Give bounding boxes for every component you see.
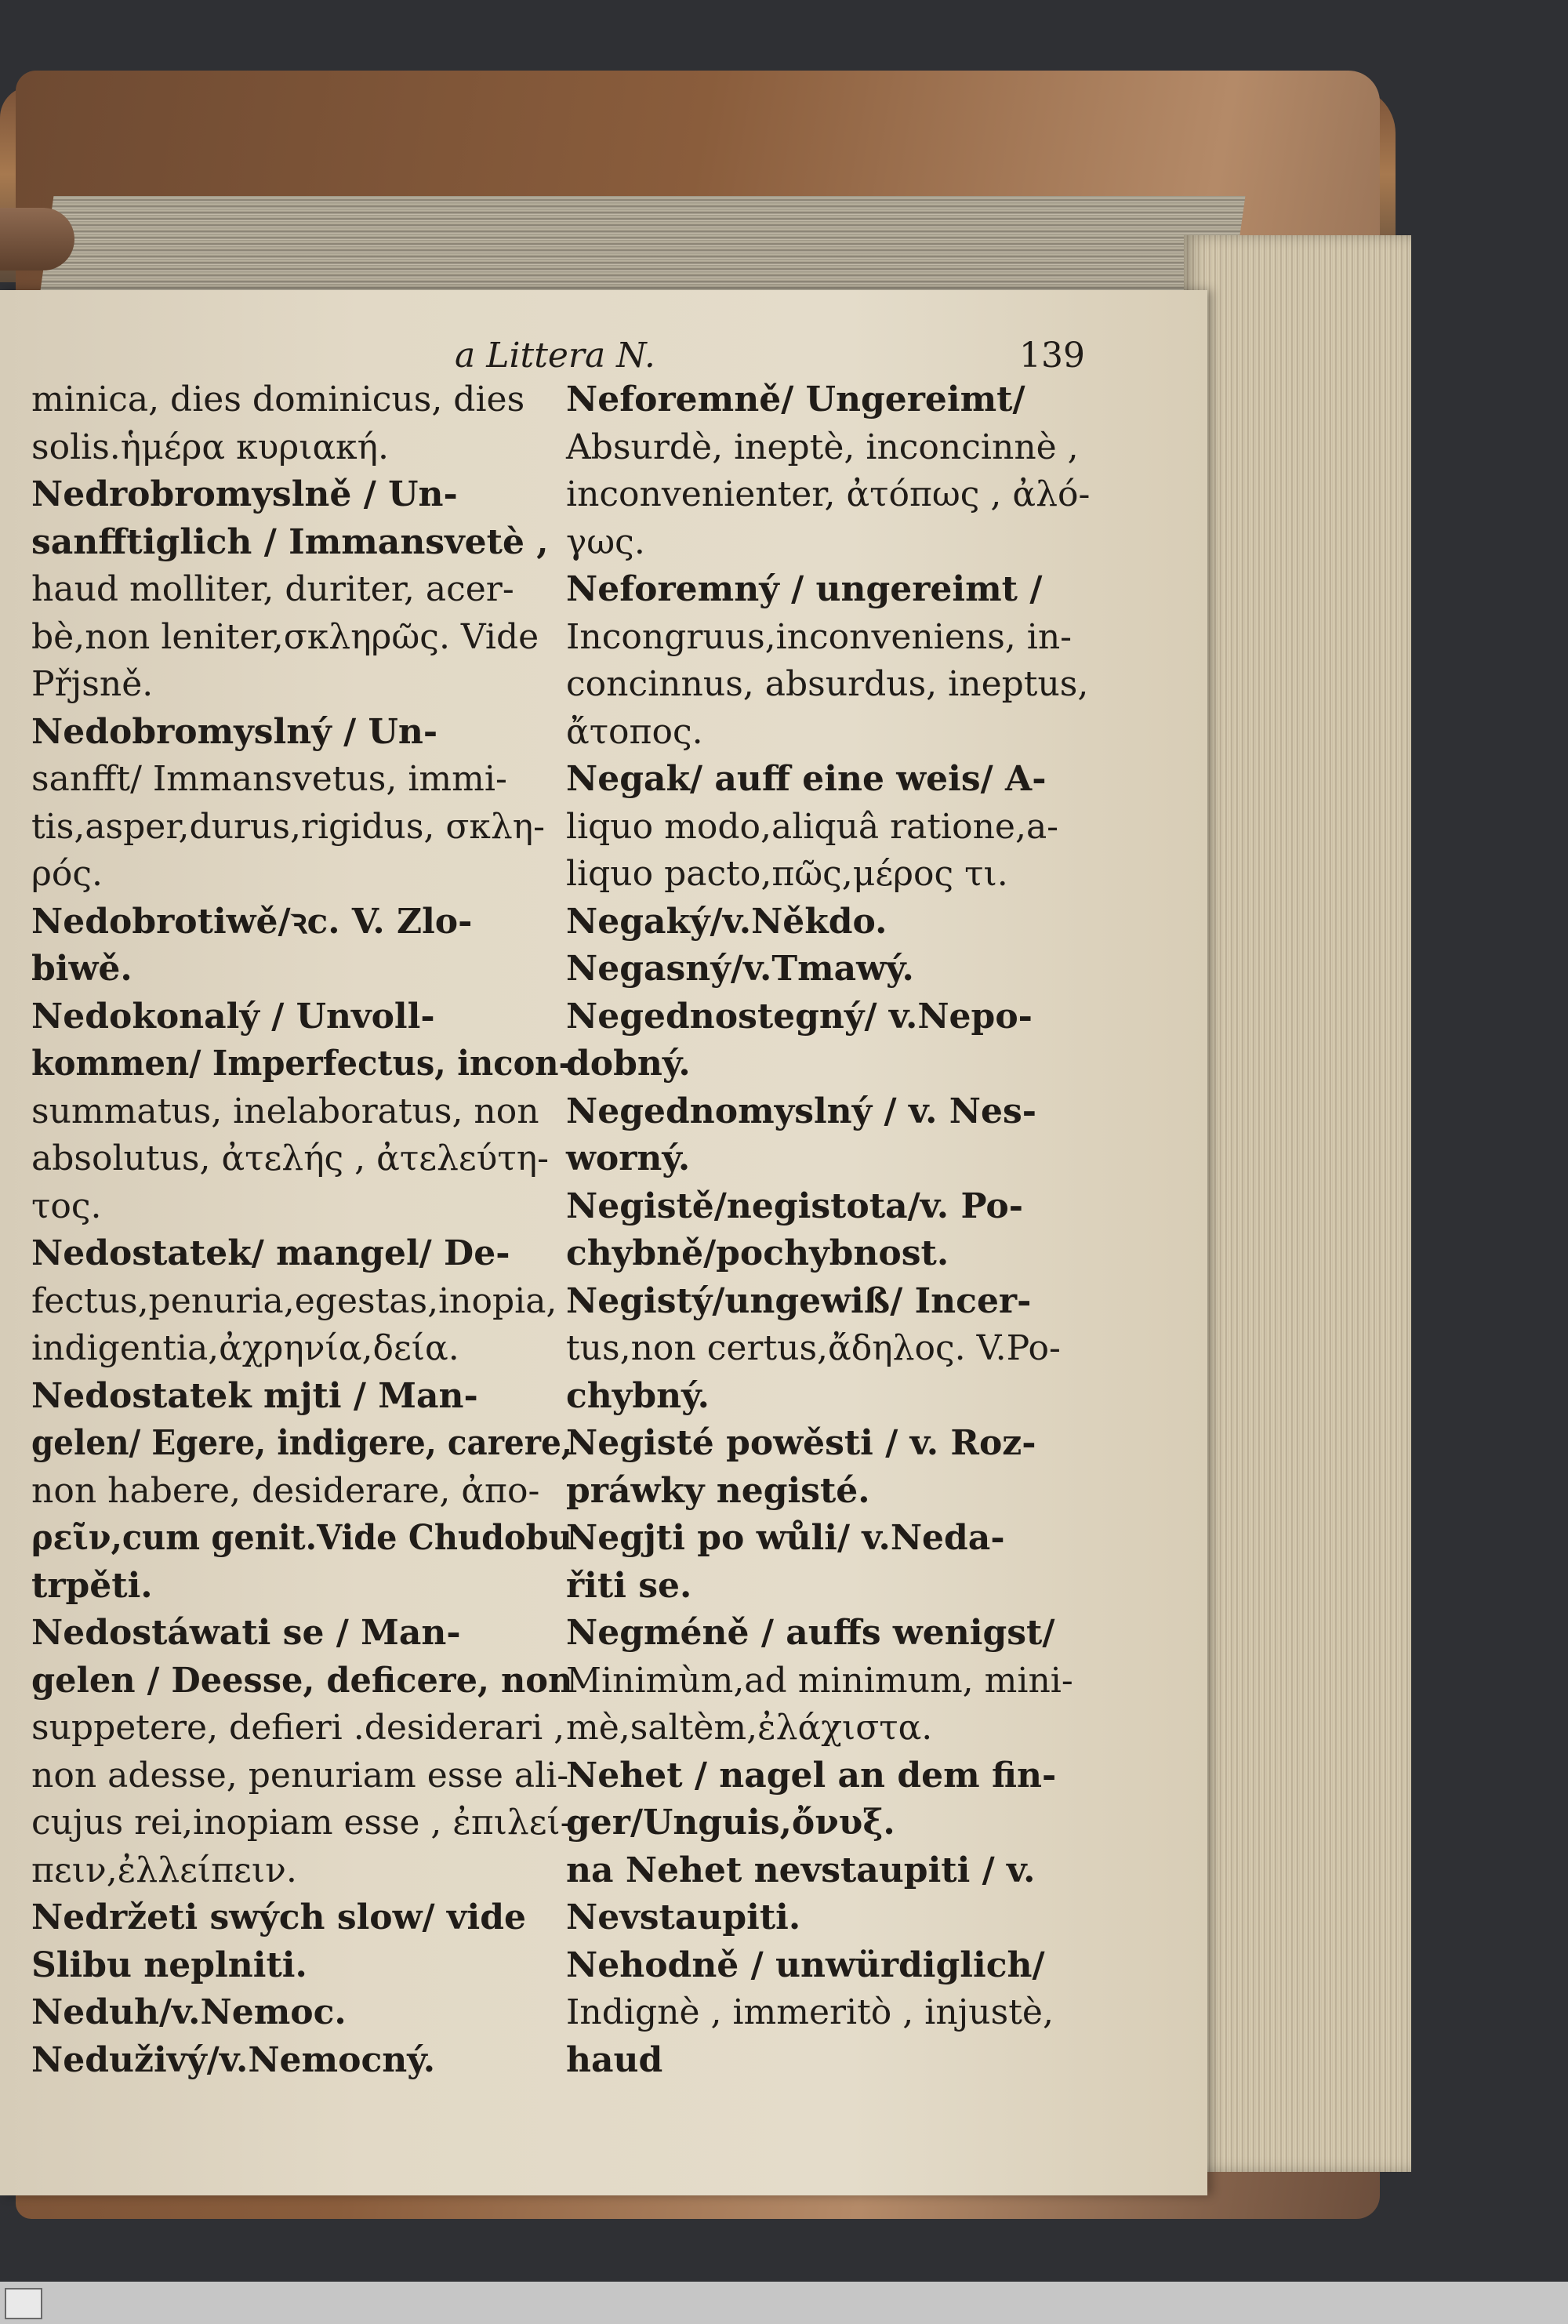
- dictionary-line: biwě.: [31, 949, 132, 989]
- dictionary-line: non adesse, penuriam esse ali-: [31, 1755, 569, 1796]
- dictionary-line: kommen/ Imperfectus, incon-: [31, 1044, 572, 1084]
- dictionary-line: ρεῖν,cum genit.Vide Chudobu: [31, 1518, 572, 1558]
- dictionary-line: absolutus, ἀτελής , ἀτελεύτη-: [31, 1138, 549, 1178]
- dictionary-line: inconvenienter, ἀτόπως , ἀλό-: [566, 474, 1091, 514]
- dictionary-line: Negak/ auff eine weis/ A-: [566, 759, 1047, 799]
- dictionary-line: bè,non leniter,σκληρῶς. Vide: [31, 616, 539, 657]
- left-column: [31, 376, 572, 2084]
- viewer-bottom-bar: [0, 2282, 1568, 2324]
- dictionary-line: minica, dies dominicus, dies: [31, 379, 525, 419]
- dictionary-line: liquo modo,aliquâ ratione,a-: [566, 806, 1059, 847]
- dictionary-line: ἄτοπος.: [566, 711, 703, 752]
- dictionary-line: τος.: [31, 1186, 102, 1226]
- bookmark-ribbon: [0, 208, 74, 271]
- dictionary-line: Negednostegný/ v.Nepo-: [566, 996, 1033, 1037]
- dictionary-line: liquo pacto,πῶς,μέρος τι.: [566, 854, 1008, 894]
- dictionary-line: summatus, inelaboratus, non: [31, 1091, 539, 1131]
- library-logo-icon: [5, 2288, 42, 2319]
- dictionary-line: Přjsně.: [31, 664, 154, 704]
- dictionary-line: řiti se.: [566, 1565, 692, 1606]
- printed-page: [0, 290, 1207, 2195]
- dictionary-line: Absurdè, ineptè, inconcinnè ,: [566, 427, 1079, 467]
- running-head: a Littera N.: [455, 336, 655, 376]
- dictionary-line: concinnus, absurdus, ineptus,: [566, 664, 1089, 704]
- dictionary-line: ger/Unguis,ὄνυξ.: [566, 1803, 895, 1843]
- dictionary-line: Negjti po wůli/ v.Neda-: [566, 1518, 1005, 1558]
- dictionary-line: Negméně / auffs wenigst/: [566, 1613, 1055, 1653]
- dictionary-line: Negistě/negistota/v. Po-: [566, 1186, 1023, 1226]
- dictionary-line: Nedokonalý / Unvoll-: [31, 996, 435, 1037]
- dictionary-line: Nehodně / unwürdiglich/: [566, 1945, 1045, 1985]
- dictionary-line: Negistý/ungewiß/ Incer-: [566, 1280, 1032, 1321]
- dictionary-line: Nehet / nagel an dem fin-: [566, 1755, 1057, 1796]
- dictionary-line: haud: [566, 2039, 663, 2080]
- dictionary-line: Nevstaupiti.: [566, 1897, 801, 1937]
- dictionary-line: Indignè , immeritò , injustè,: [566, 1992, 1054, 2032]
- dictionary-line: cujus rei,inopiam esse , ἐπιλεί-: [31, 1803, 572, 1843]
- dictionary-line: Negaký/v.Někdo.: [566, 901, 887, 942]
- dictionary-line: haud molliter, duriter, acer-: [31, 569, 514, 609]
- dictionary-line: sanfftiglich / Immansvetè ,: [31, 521, 549, 562]
- dictionary-line: chybný.: [566, 1375, 710, 1416]
- dictionary-line: trpěti.: [31, 1565, 153, 1606]
- dictionary-line: indigentia,ἀχρηνία,δεία.: [31, 1328, 459, 1368]
- dictionary-line: worný.: [566, 1138, 691, 1178]
- dictionary-line: Nedostatek/ mangel/ De-: [31, 1233, 510, 1273]
- dictionary-line: gelen/ Egere, indigere, carere,: [31, 1423, 572, 1463]
- dictionary-line: chybně/pochybnost.: [566, 1233, 949, 1273]
- page-block-top-edge: [41, 196, 1246, 290]
- dictionary-line: tus,non certus,ἄδηλος. V.Po-: [566, 1328, 1061, 1368]
- dictionary-line: Negisté powěsti / v. Roz-: [566, 1423, 1036, 1463]
- dictionary-line: ρός.: [31, 854, 103, 894]
- dictionary-line: solis.ἡμέρα κυριακή.: [31, 427, 390, 467]
- dictionary-line: Slibu neplniti.: [31, 1945, 307, 1985]
- dictionary-line: Neforemný / ungereimt /: [566, 569, 1043, 609]
- dictionary-line: mè,saltèm,ἐλάχιστα.: [566, 1708, 933, 1748]
- dictionary-line: suppetere, defieri .desiderari ,: [31, 1708, 565, 1748]
- dictionary-line: gelen / Deesse, deficere, non: [31, 1660, 573, 1701]
- dictionary-line: Negasný/v.Tmawý.: [566, 949, 914, 989]
- dictionary-line: práwky negisté.: [566, 1470, 870, 1511]
- dictionary-line: Neforemně/ Ungereimt/: [566, 379, 1025, 419]
- page-number: 139: [1019, 336, 1085, 376]
- dictionary-line: γως.: [566, 521, 645, 562]
- dictionary-line: Nedržeti swých slow/ vide: [31, 1897, 526, 1937]
- page-block-side-edge: [1184, 235, 1411, 2172]
- dictionary-line: tis,asper,durus,rigidus, σκλη-: [31, 806, 546, 847]
- dictionary-line: Nedostáwati se / Man-: [31, 1613, 461, 1653]
- dictionary-line: na Nehet nevstaupiti / v.: [566, 1850, 1036, 1890]
- dictionary-line: πειν,ἐλλείπειν.: [31, 1850, 297, 1890]
- dictionary-line: Nedrobromyslně / Un-: [31, 474, 458, 514]
- dictionary-line: dobný.: [566, 1044, 691, 1084]
- dictionary-line: Neduživý/v.Nemocný.: [31, 2039, 436, 2080]
- dictionary-line: Nedobromyslný / Un-: [31, 711, 438, 752]
- dictionary-line: Incongruus,inconveniens, in-: [566, 616, 1073, 657]
- dictionary-line: sanfft/ Immansvetus, immi-: [31, 759, 507, 799]
- dictionary-line: Negednomyslný / v. Nes-: [566, 1091, 1036, 1131]
- dictionary-line: non habere, desiderare, ἀπο-: [31, 1470, 540, 1511]
- dictionary-line: fectus,penuria,egestas,inopia,: [31, 1280, 557, 1321]
- dictionary-line: Neduh/v.Nemoc.: [31, 1992, 347, 2032]
- dictionary-line: Nedostatek mjti / Man-: [31, 1375, 478, 1416]
- dictionary-line: Nedobrotiwě/ꝛc. V. Zlo-: [31, 901, 473, 942]
- dictionary-line: Minimùm,ad minimum, mini-: [566, 1660, 1073, 1701]
- right-column: [566, 376, 1099, 2084]
